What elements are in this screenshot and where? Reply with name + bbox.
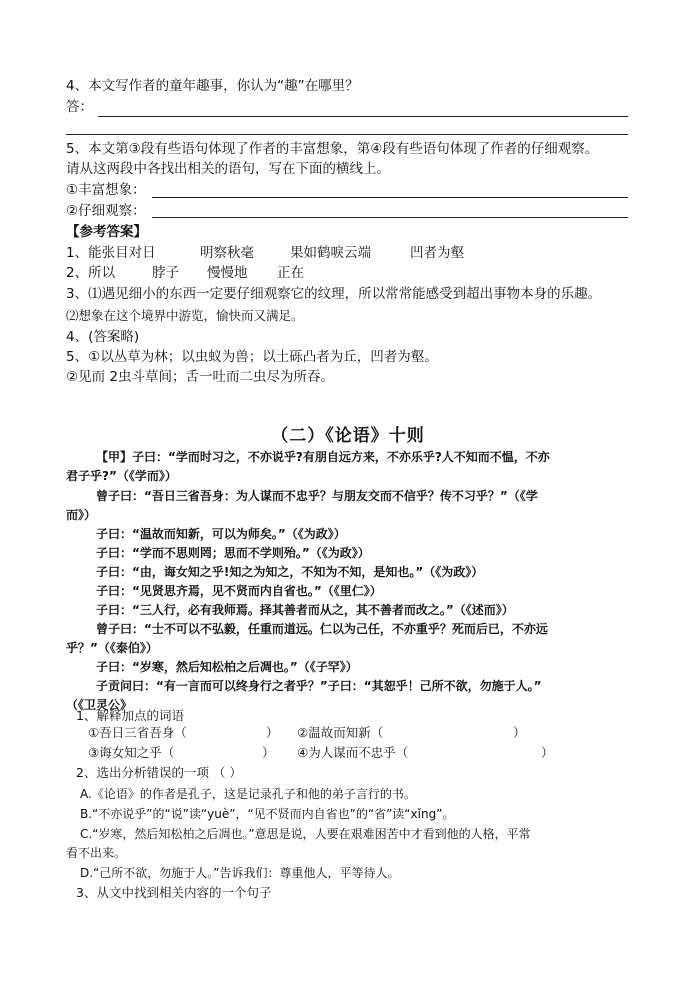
q2-option-c-cont: 看不出来。 <box>66 846 127 860</box>
observation-label: ②仔细观察： <box>66 203 146 219</box>
q1-item-close: ） <box>541 745 554 760</box>
q2-option-c: C.“岁寒，然后知松柏之后凋也。”意思是说，人要在艰难困苦中才看到他的人格，平常 <box>80 827 531 841</box>
answer-2-item: 慢慢地 <box>207 265 248 281</box>
answer-2-item: 正在 <box>277 265 304 281</box>
passage-line: 君子乎?”（《学而》） <box>66 469 177 483</box>
answer-1-item: 明察秋毫 <box>200 245 254 261</box>
q1-item-close: ） <box>266 725 279 740</box>
question-1: 1、解释加点的词语 <box>76 708 184 723</box>
q1-item-open: ③诲女知之乎（ <box>88 745 175 760</box>
q1-item-close: ） <box>513 725 526 740</box>
passage-line: 子曰：“温故而知新，可以为师矣。”（《为政》） <box>96 527 346 541</box>
q2-option-a: A.《论语》的作者是孔子，这是记录孔子和他的弟子言行的书。 <box>80 787 416 801</box>
answer-1-item: 1、能张目对日 <box>66 245 156 261</box>
answer-2-item: 2、所以 <box>66 265 116 281</box>
passage-line: 【甲】子曰：“学而时习之，不亦说乎?有朋自远方来，不亦乐乎?人不知而不愠，不亦 <box>96 450 550 464</box>
answer-5-line-2: ②见而 2虫斗草间；舌一吐而二虫尽为所吞。 <box>66 369 334 385</box>
q1-item-open: ②温故而知新（ <box>297 725 384 740</box>
answer-1-item: 凹者为壑 <box>410 245 464 261</box>
q1-item-open: ④为人谋而不忠乎（ <box>297 745 409 760</box>
section-title: （二）《论语》十则 <box>271 426 425 446</box>
q1-item-close: ） <box>262 745 275 760</box>
q1-item-open: ①吾日三省吾身（ <box>88 725 187 740</box>
answer-line <box>66 134 628 135</box>
question-4: 4、本文写作者的童年趣事，你认为“趣”在哪里？ <box>66 78 359 94</box>
question-4-answer-label: 答： <box>66 99 93 115</box>
answer-line <box>152 197 628 198</box>
answer-1-item: 果如鹤唳云端 <box>290 245 371 261</box>
reference-answer-heading: 【参考答案】 <box>66 224 147 240</box>
passage-line: 而》） <box>66 508 97 522</box>
imagination-label: ①丰富想象： <box>66 182 146 198</box>
question-2: 2、选出分析错误的一项 （ ） <box>76 765 242 780</box>
question-5-line-1: 5、本文第③段有些语句体现了作者的丰富想象，第④段有些语句体现了作者的仔细观察。 <box>66 141 599 157</box>
passage-line: （《卫灵公》 <box>66 698 133 712</box>
passage-line: 乎？”（《泰伯》） <box>66 641 158 655</box>
passage-line: 曾子曰：“吾日三省吾身：为人谋而不忠乎？与朋友交而不信乎？传不习乎？”（《学 <box>96 489 538 503</box>
answer-4: 4、(答案略) <box>66 329 140 345</box>
q2-option-b: B.“不亦说乎”的“说”读“yuè”，“见不贤而内自省也”的“省”读“xǐng”。 <box>80 807 455 821</box>
answer-3-line-2: ⑵想象在这个境界中游览，愉快而又满足。 <box>66 308 304 323</box>
question-5-line-2: 请从这两段中各找出相关的语句，写在下面的横线上。 <box>66 161 390 177</box>
passage-line: 曾子曰：“士不可以不弘毅，任重而道远。仁以为己任，不亦重乎？死而后已，不亦远 <box>96 622 548 636</box>
answer-3-line-1: 3、⑴遇见细小的东西一定要仔细观察它的纹理，所以常常能感受到超出事物本身的乐趣。 <box>66 286 602 302</box>
answer-line <box>152 217 628 218</box>
passage-line: 子曰：“学而不思则罔；思而不学则殆。”（《为政》） <box>96 546 370 560</box>
passage-line: 子曰：“由，诲女知之乎!知之为知之，不知为不知，是知也。”（《为政》） <box>96 565 484 579</box>
answer-5-line-1: 5、①以丛草为林；以虫蚁为兽；以土砾凸者为丘，凹者为壑。 <box>66 349 438 365</box>
passage-line: 子曰：“三人行，必有我师焉。择其善者而从之，其不善者而改之。”（《述而》） <box>96 603 514 617</box>
question-3: 3、从文中找到相关内容的一个句子 <box>76 885 272 900</box>
passage-line: 子曰：“见贤思齐焉，见不贤而内自省也。”（《里仁》） <box>96 584 382 598</box>
passage-line: 子贡问曰：“有一言而可以终身行之者乎？”子曰：“其恕乎！己所不欲，勿施于人。” <box>96 679 542 693</box>
q2-option-d: D.“己所不欲，勿施于人。”告诉我们：尊重他人，平等待人。 <box>80 866 400 880</box>
answer-2-item: 脖子 <box>152 265 179 281</box>
answer-line <box>98 116 628 117</box>
passage-line: 子曰：“岁寒，然后知松柏之后凋也。”（《子罕》） <box>96 660 358 674</box>
